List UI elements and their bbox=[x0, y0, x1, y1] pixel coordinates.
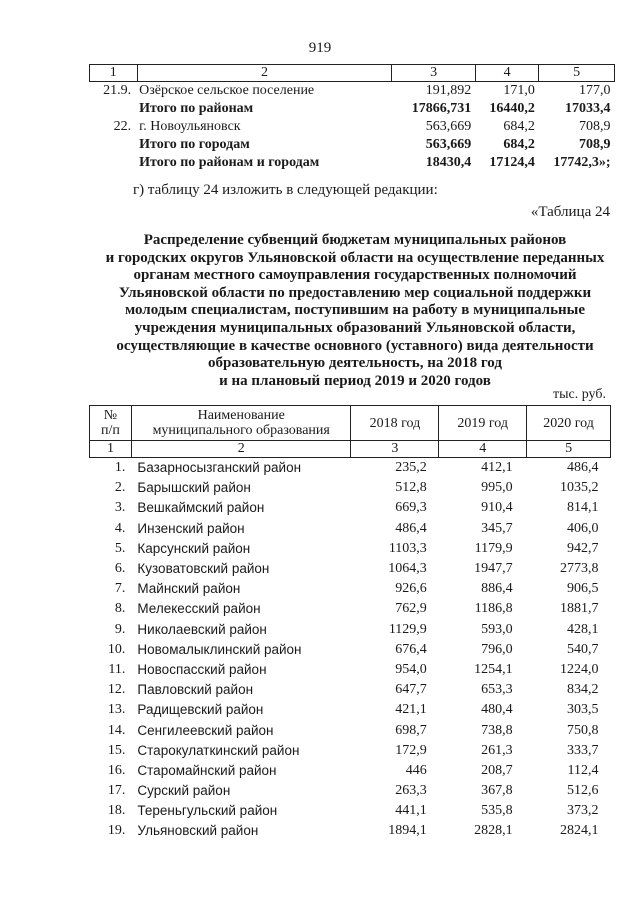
value-2018: 698,7 bbox=[395, 722, 427, 738]
title-line: органам местного самоуправления государственных полномочий bbox=[133, 267, 577, 284]
top-table-row bbox=[90, 100, 615, 118]
municipality-name: Базарносызганский район bbox=[137, 460, 302, 476]
row-number: 12. bbox=[107, 682, 126, 698]
top-table-header-cell: 2 bbox=[137, 65, 392, 82]
value-2019: 345,7 bbox=[481, 520, 513, 536]
value-2020: 906,5 bbox=[567, 581, 599, 597]
value-2020: 2824,1 bbox=[560, 823, 599, 839]
value-2019: 412,1 bbox=[481, 460, 513, 476]
row-number: 21.9. bbox=[103, 83, 132, 98]
value-col3: 563,669 bbox=[425, 137, 472, 152]
header-name: Наименование муниципального образования bbox=[131, 406, 351, 441]
amendment-paragraph: г) таблицу 24 изложить в следующей редакции: bbox=[133, 182, 438, 198]
table-row bbox=[90, 559, 611, 579]
municipality-name: Павловский район bbox=[137, 682, 254, 698]
municipality-name: Вешкаймский район bbox=[137, 500, 265, 516]
value-2019: 910,4 bbox=[481, 500, 513, 516]
value-2020: 333,7 bbox=[567, 742, 599, 758]
row-number: 17. bbox=[107, 783, 126, 799]
row-number: 18. bbox=[107, 803, 126, 819]
municipality-name: Барышский район bbox=[137, 480, 251, 496]
municipality-name: Мелекесский район bbox=[137, 601, 261, 617]
value-2019: 796,0 bbox=[481, 641, 513, 657]
value-2018: 486,4 bbox=[395, 520, 427, 536]
units-label: тыс. руб. bbox=[553, 387, 606, 402]
municipality-name: Майнский район bbox=[137, 581, 241, 597]
index-cell: 1 bbox=[90, 441, 132, 458]
table-row bbox=[90, 821, 611, 841]
value-2018: 172,9 bbox=[395, 742, 427, 758]
value-2019: 2828,1 bbox=[474, 823, 513, 839]
title-line: Ульяновской области по предоставлению мер социальной поддержки bbox=[118, 284, 592, 301]
value-col5: 17742,3»; bbox=[553, 155, 611, 170]
index-cell: 5 bbox=[527, 441, 611, 458]
index-cell: 2 bbox=[131, 441, 351, 458]
municipality-name: Сенгилеевский район bbox=[137, 722, 274, 738]
value-col5: 708,9 bbox=[579, 119, 611, 134]
value-2018: 1064,3 bbox=[388, 561, 427, 577]
value-2019: 1254,1 bbox=[474, 661, 513, 677]
row-number: 6. bbox=[114, 561, 126, 577]
municipality-name: Новоспасский район bbox=[137, 661, 267, 677]
municipality-name: Тереньгульский район bbox=[137, 803, 278, 819]
municipality-name: Радищевский район bbox=[137, 702, 264, 718]
value-2018: 235,2 bbox=[395, 460, 427, 476]
value-2019: 367,8 bbox=[481, 783, 513, 799]
value-2020: 2773,8 bbox=[560, 561, 599, 577]
value-2018: 647,7 bbox=[395, 682, 427, 698]
value-2019: 261,3 bbox=[481, 742, 513, 758]
value-2020: 1035,2 bbox=[560, 480, 599, 496]
value-2018: 669,3 bbox=[395, 500, 427, 516]
value-col3: 18430,4 bbox=[425, 155, 472, 170]
value-2018: 762,9 bbox=[395, 601, 427, 617]
table-row bbox=[90, 599, 611, 619]
value-col4: 684,2 bbox=[503, 119, 535, 134]
table-row bbox=[90, 720, 611, 740]
top-table-header-cell: 5 bbox=[539, 65, 615, 82]
table-row bbox=[90, 741, 611, 761]
table-row bbox=[90, 579, 611, 599]
row-number: 15. bbox=[107, 742, 126, 758]
row-number: 14. bbox=[107, 722, 126, 738]
top-table-header-cell: 3 bbox=[392, 65, 475, 82]
municipality-name: Ульяновский район bbox=[137, 823, 259, 839]
top-table-row bbox=[90, 136, 615, 154]
value-2020: 112,4 bbox=[567, 762, 599, 778]
value-col3: 17866,731 bbox=[411, 101, 472, 116]
table-row bbox=[90, 801, 611, 821]
row-number: 4. bbox=[114, 520, 126, 536]
row-number bbox=[90, 154, 138, 172]
table-row bbox=[90, 519, 611, 539]
value-2018: 446 bbox=[405, 762, 427, 778]
value-2019: 1186,8 bbox=[474, 601, 513, 617]
value-2018: 1129,9 bbox=[388, 621, 427, 637]
top-table-header-cell: 4 bbox=[475, 65, 539, 82]
value-2020: 428,1 bbox=[567, 621, 599, 637]
value-2019: 653,3 bbox=[481, 682, 513, 698]
top-table-row bbox=[90, 154, 615, 172]
value-2020: 406,0 bbox=[567, 520, 599, 536]
value-2019: 1947,7 bbox=[474, 561, 513, 577]
value-2018: 1103,3 bbox=[388, 540, 427, 556]
value-col4: 171,0 bbox=[503, 83, 535, 98]
value-col3: 563,669 bbox=[425, 119, 472, 134]
value-2019: 1179,9 bbox=[474, 540, 513, 556]
row-number: 10. bbox=[107, 641, 126, 657]
subvention-table bbox=[89, 405, 611, 842]
value-2020: 834,2 bbox=[567, 682, 599, 698]
table-row bbox=[90, 498, 611, 518]
value-2020: 373,2 bbox=[567, 803, 599, 819]
row-number: 7. bbox=[114, 581, 126, 597]
row-number: 22. bbox=[113, 119, 132, 134]
header-2020: 2020 год bbox=[527, 406, 611, 441]
row-number: 11. bbox=[108, 661, 126, 677]
value-2020: 512,6 bbox=[567, 783, 599, 799]
table-row bbox=[90, 700, 611, 720]
subvention-table-header-row bbox=[90, 406, 611, 441]
row-number: 5. bbox=[114, 540, 126, 556]
value-col4: 684,2 bbox=[503, 137, 535, 152]
table-row bbox=[90, 478, 611, 498]
value-2019: 738,8 bbox=[481, 722, 513, 738]
row-number: 1. bbox=[114, 460, 126, 476]
municipality-name: Старомайнский район bbox=[137, 762, 277, 778]
title-line: осуществляющие в качестве основного (уставного) вида деятельности bbox=[116, 337, 594, 354]
value-2020: 814,1 bbox=[567, 500, 599, 516]
table-row bbox=[90, 761, 611, 781]
row-number: 8. bbox=[114, 601, 126, 617]
index-cell: 4 bbox=[439, 441, 527, 458]
header-num: № п/п bbox=[90, 406, 132, 441]
row-name: Итого по районам и городам bbox=[139, 155, 320, 170]
row-number: 2. bbox=[114, 480, 126, 496]
title-line: и на плановый период 2019 и 2020 годов bbox=[219, 372, 491, 389]
page-number: 919 bbox=[308, 40, 332, 56]
value-2019: 886,4 bbox=[481, 581, 513, 597]
municipality-name: Старокулаткинский район bbox=[137, 742, 300, 758]
value-col5: 17033,4 bbox=[565, 101, 611, 116]
value-col4: 16440,2 bbox=[489, 101, 535, 116]
value-col5: 177,0 bbox=[579, 83, 611, 98]
value-2019: 480,4 bbox=[481, 702, 513, 718]
row-name: Озёрское сельское поселение bbox=[139, 83, 315, 98]
table-row bbox=[90, 458, 611, 479]
table-row bbox=[90, 620, 611, 640]
top-table bbox=[89, 64, 615, 172]
municipality-name: Николаевский район bbox=[137, 621, 267, 637]
value-2018: 954,0 bbox=[395, 661, 427, 677]
row-number bbox=[90, 136, 138, 154]
value-2019: 208,7 bbox=[481, 762, 513, 778]
row-name: Итого по районам bbox=[139, 101, 254, 116]
value-2020: 486,4 bbox=[567, 460, 599, 476]
value-2018: 1894,1 bbox=[388, 823, 427, 839]
table-row bbox=[90, 640, 611, 660]
table-row bbox=[90, 660, 611, 680]
value-2019: 995,0 bbox=[481, 480, 513, 496]
table-row bbox=[90, 680, 611, 700]
table-title bbox=[90, 232, 620, 390]
municipality-name: Карсунский район bbox=[137, 540, 251, 556]
title-line: образовательную деятельность, на 2018 год bbox=[208, 355, 502, 372]
value-2018: 441,1 bbox=[395, 803, 427, 819]
value-2018: 926,6 bbox=[395, 581, 427, 597]
row-number: 19. bbox=[107, 823, 126, 839]
table-row bbox=[90, 539, 611, 559]
header-2018: 2018 год bbox=[351, 406, 439, 441]
row-name: Итого по городам bbox=[139, 137, 250, 152]
municipality-name: Кузоватовский район bbox=[137, 561, 270, 577]
value-2020: 1224,0 bbox=[560, 661, 599, 677]
top-table-row bbox=[90, 82, 615, 101]
value-2019: 593,0 bbox=[481, 621, 513, 637]
value-2020: 942,7 bbox=[567, 540, 599, 556]
value-col4: 17124,4 bbox=[489, 155, 535, 170]
value-2019: 535,8 bbox=[481, 803, 513, 819]
table-row bbox=[90, 781, 611, 801]
municipality-name: Инзенский район bbox=[137, 520, 245, 536]
row-number: 3. bbox=[114, 500, 126, 516]
municipality-name: Новомалыклинский район bbox=[137, 641, 302, 657]
header-2019: 2019 год bbox=[439, 406, 527, 441]
value-2020: 303,5 bbox=[567, 702, 599, 718]
title-line: учреждения муниципальных образований Ульяновской области, bbox=[134, 319, 576, 336]
title-line: Распределение субвенций бюджетам муниципальных районов bbox=[143, 232, 567, 248]
subvention-table-index-row bbox=[90, 441, 611, 458]
top-table-row bbox=[90, 118, 615, 136]
top-table-header-row bbox=[90, 65, 615, 82]
table-label: «Таблица 24 bbox=[530, 204, 610, 220]
index-cell: 3 bbox=[351, 441, 439, 458]
value-2018: 676,4 bbox=[395, 641, 427, 657]
value-2018: 421,1 bbox=[395, 702, 427, 718]
value-2020: 540,7 bbox=[567, 641, 599, 657]
row-number: 9. bbox=[114, 621, 126, 637]
value-2018: 512,8 bbox=[395, 480, 427, 496]
value-col3: 191,892 bbox=[425, 83, 472, 98]
title-line: и городских округов Ульяновской области на осуществление переданных bbox=[105, 249, 605, 266]
title-line: молодым специалистам, поступившим на работу в муниципальные bbox=[124, 302, 586, 319]
top-table-header-cell: 1 bbox=[90, 65, 138, 82]
row-number: 16. bbox=[107, 762, 126, 778]
row-number bbox=[90, 100, 138, 118]
value-2020: 1881,7 bbox=[560, 601, 599, 617]
row-number: 13. bbox=[107, 702, 126, 718]
value-2018: 263,3 bbox=[395, 783, 427, 799]
value-col5: 708,9 bbox=[579, 137, 611, 152]
municipality-name: Сурский район bbox=[137, 783, 231, 799]
value-2020: 750,8 bbox=[567, 722, 599, 738]
row-name: г. Новоульяновск bbox=[139, 119, 241, 134]
